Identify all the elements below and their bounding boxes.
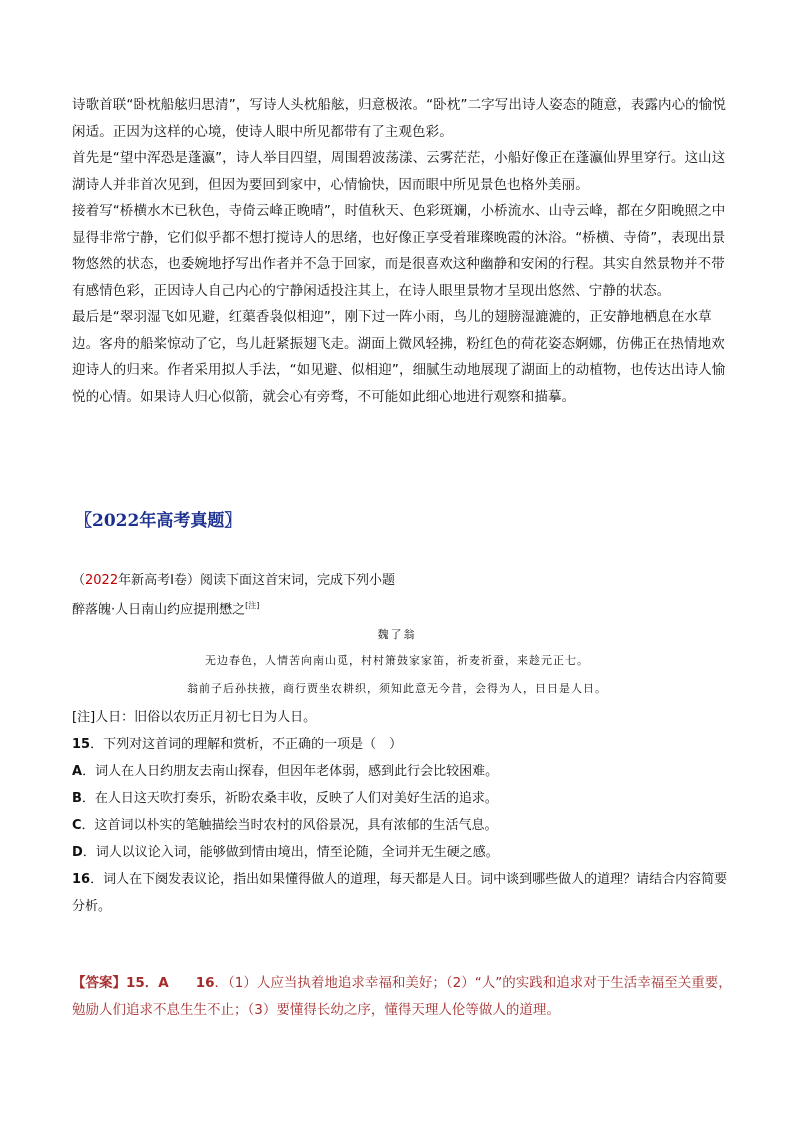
poem-line-1: 无边春色，人情苦向南山觅，村村箫鼓家家笛，祈麦祈蚕，来趁元正七。 [205,654,589,667]
analysis-paragraph-4: 最后是“翠羽湿飞如见避，红蕖香袅似相迎”，刚下过一阵小雨，鸟儿的翅膀湿漉漉的，正安静地栖息在水草边。客舟的船桨惊动了它，鸟儿赶紧振翅飞走。湖面上微风轻拂，粉红色的荷花姿态婀娜，仿佛正在热情地欢迎诗人的归来。作者采用拟人手法，“如见避、似相迎”，细腻生动地展现了湖面上的动植物，也传达出诗人愉悦的心情。如果诗人归心似箭，就会心有旁骛，不可能如此细心地进行观察和描摹。 [72,309,726,405]
option-d-letter: D [72,845,83,860]
source-rest: 年新高考Ⅰ卷）阅读下面这首宋词，完成下列小题 [118,573,395,588]
answer-block [72,970,732,1024]
analysis-paragraph-1: 诗歌首联“卧枕船舷归思清”，写诗人头枕船舷，归意极浓。“卧枕”二字写出诗人姿态的随意，表露内心的愉悦闲适。正因为这样的心境，使诗人眼中所见都带有了主观色彩。 [72,97,726,140]
poem-note: [注]人日：旧俗以农历正月初七日为人日。 [72,710,317,725]
poem-title [72,596,259,620]
option-b-text: ．在人日这天吹打奏乐，祈盼农桑丰收，反映了人们对美好生活的追求。 [81,791,498,806]
option-a-text: ．词人在人日约朋友去南山探春，但因年老体弱，感到此行会比较困难。 [82,764,499,779]
option-b [72,785,732,812]
answer-15: 15．A [126,975,169,991]
question-15-stem: ．下列对这首词的理解和赏析，不正确的一项是（ ） [90,737,403,752]
option-d-text: ．词人以议论入词，能够做到情由境出，情至论随，全词并无生硬之感。 [82,845,499,860]
analysis-text [72,92,727,410]
option-a [72,758,732,785]
answer-tag: 【答案】 [72,975,126,991]
source-open: （ [72,573,86,588]
analysis-paragraph-2: 首先是“望中浑恐是蓬瀛”，诗人举目四望，周围碧波荡漾、云雾茫茫，小船好像正在蓬瀛仙界里穿行。这山这湖诗人并非首次见到，但因为要回到家中，心情愉快，因而眼中所见景色也格外美丽。 [72,150,726,193]
question-16-number: 16 [72,872,91,887]
question-15 [72,731,732,758]
question-16-stem: ．词人在下阕发表议论，指出如果懂得做人的道理，每天都是人日。词中谈到哪些做人的道理？请结合内容简要分析。 [72,872,728,914]
question-15-number: 15 [72,737,91,752]
answer-16-number: 16 [195,975,215,991]
option-a-letter: A [72,764,83,779]
option-c-letter: C [72,818,82,833]
option-c [72,812,732,839]
source-year: 2022 [85,573,119,588]
section-title: 〖2022年高考真题〗 [75,511,242,531]
question-intro [72,568,732,594]
poem-author: 魏了翁 [377,628,417,641]
option-c-text: ．这首词以朴实的笔触描绘当时农村的风俗景况，具有浓郁的生活气息。 [81,818,498,833]
question-list [72,731,732,920]
analysis-paragraph-3: 接着写“桥横水木已秋色，寺倚云峰正晚晴”，时值秋天、色彩斑斓，小桥流水、山寺云峰，都在夕阳晚照之中显得非常宁静，它们似乎都不想打搅诗人的思绪，也好像正享受着璀璨晚霞的沐浴。“桥横、寺倚”，表现出景物悠然的状态，也委婉地抒写出作者并不急于回家，而是很喜欢这种幽静和安闲的行程。其实自然景物并不带有感情色彩，正因诗人自己内心的宁静闲适投注其上，在诗人眼里景物才呈现出悠然、宁静的状态。 [72,203,726,299]
poem-title-note-marker: [注] [245,601,260,610]
poem-title-text: 醉落魄·人日南山约应提刑懋之 [72,602,246,618]
question-16 [72,866,732,920]
answer-16-text: ．（1）人应当执着地追求幸福和美好；（2）“人”的实践和追求对于生活幸福至关重要，勉励人们追求不息生生不止；（3）要懂得长幼之序，懂得天理人伦等做人的道理。 [72,975,732,1018]
poem-line-2: 翁前子后孙扶掖，商行贾坐农耕织，须知此意无今昔，会得为人，日日是人日。 [187,682,607,695]
option-d [72,839,732,866]
option-b-letter: B [72,791,82,806]
